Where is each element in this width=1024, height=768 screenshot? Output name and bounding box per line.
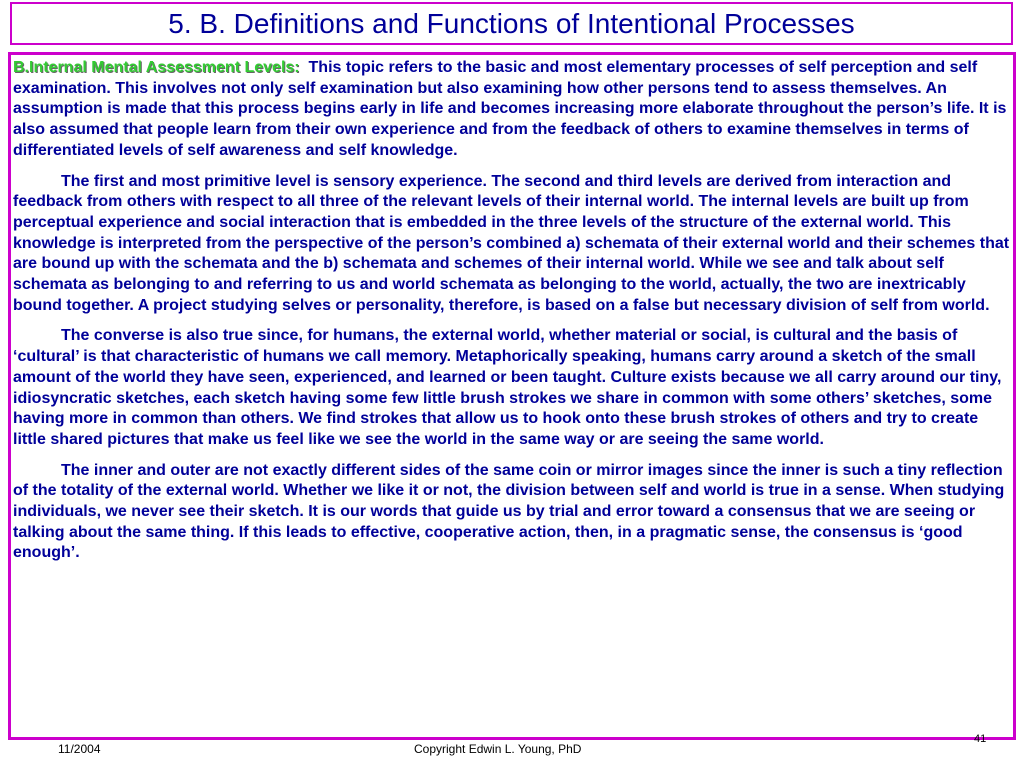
- paragraph-4: The inner and outer are not exactly different sides of the same coin or mirror images since the inner is such a tiny reflection of the totality of the external world. Whether we like it or not, the division between self and world is true in a sense. When studying individuals, we never see their sketch. It is our words that guide us by trial and error toward a consensus that we are seeing or talking about the same thing. If this leads to effective, cooperative action, then, in a pragmatic sense, the consensus is ‘good enough’.: [13, 461, 1005, 562]
- section-lead-label: B.Internal Mental Assessment Levels:: [13, 59, 300, 76]
- paragraph-2: The first and most primitive level is sensory experience. The second and third levels are derived from interaction and feedback from others with respect to all three of the relevant levels of their internal world. The internal levels are built up from perceptual experience and social interaction that is embedded in the three levels of the structure of the external world. This knowledge is interpreted from the perspective of the person’s combined a) schemata of their external world and their schemes that are bound up with the schemata and the b) schemata and schemes of their internal world. While we see and talk about self schemata as belonging to and referring to us and world schemata as belonging to the world, actually, the two are inextricably bound together. A project studying selves or personality, therefore, is based on a false but necessary division of self from world.: [13, 172, 1010, 314]
- title-box: [10, 2, 1013, 45]
- content-box: [8, 52, 1016, 740]
- slide-title: 5. B. Definitions and Functions of Intentional Processes: [168, 7, 855, 39]
- footer-date: 11/2004: [58, 742, 101, 756]
- page-number: 41: [974, 733, 987, 745]
- paragraph-1: [13, 58, 1011, 162]
- footer-copyright: Copyright Edwin L. Young, PhD: [414, 742, 582, 756]
- paragraph-3: The converse is also true since, for humans, the external world, whether material or social, is cultural and the basis of ‘cultural’ is that characteristic of humans we call memory. Metaphorically speaking, humans carry around a sketch of the small amount of the world they have seen, experienced, and learned or been taught. Culture exists because we all carry around our tiny, idiosyncratic sketches, each sketch having some few little brush strokes we share in common with some others’ sketches, some having more in common than others. We find strokes that allow us to hook onto these brush strokes of others and try to create little shared pictures that make us feel like we see the world in the same way or are seeing the same world.: [13, 327, 1002, 448]
- paragraph-1-text: This topic refers to the basic and most elementary processes of self perception and self examination. This involves not only self examination but also examining how other persons tend to assess themselves. An assumption is made that this process begins early in life and becomes increasing more elaborate throughout the person’s life. It is also assumed that people learn from their own experience and from the feedback of others to examine themselves in terms of differentiated levels of self awareness and self knowledge.: [13, 59, 1007, 159]
